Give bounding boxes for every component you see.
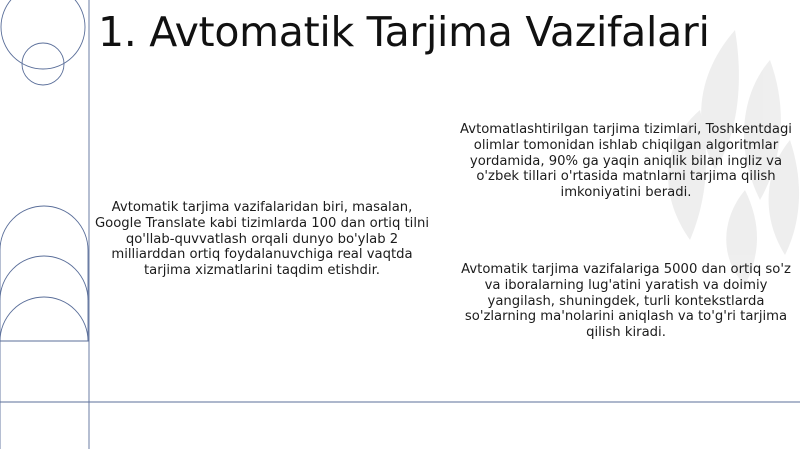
small-circle-top — [22, 43, 64, 85]
large-circle-top — [1, 0, 85, 69]
arch-middle — [0, 256, 88, 300]
paragraph-right-bottom: Avtomatik tarjima vazifalariga 5000 dan ortiq so'z va iboralarning lug'atini yaratish va doimiy yangilash, shuningdek, turli kontekstlarda so'zlarning ma'nolarini aniqlash va to'g'ri tarjima qilish kiradi. — [461, 262, 791, 341]
paragraph-right-top: Avtomatlashtirilgan tarjima tizimlari, Toshkentdagi olimlar tomonidan ishlab chiqilgan algoritmlar yordamida, 90% ga yaqin aniqlik bilan ingliz va o'zbek tillari o'rtasida matnlarni tarjima qilish imkoniyatini beradi. — [460, 122, 792, 201]
paragraph-left: Avtomatik tarjima vazifalaridan biri, masalan, Google Translate kabi tizimlarda 100 dan ortiq tilni qo'llab-quvvatlash orqali dunyo bo'ylab 2 milliarddan ortiq foydalanuvchiga real vaqtda tarjima xizmatlarini taqdim etishdir. — [94, 200, 430, 279]
slide-title: 1. Avtomatik Tarjima Vazifalari — [98, 8, 710, 56]
arch-lower — [0, 297, 88, 341]
arch-upper — [0, 206, 88, 250]
